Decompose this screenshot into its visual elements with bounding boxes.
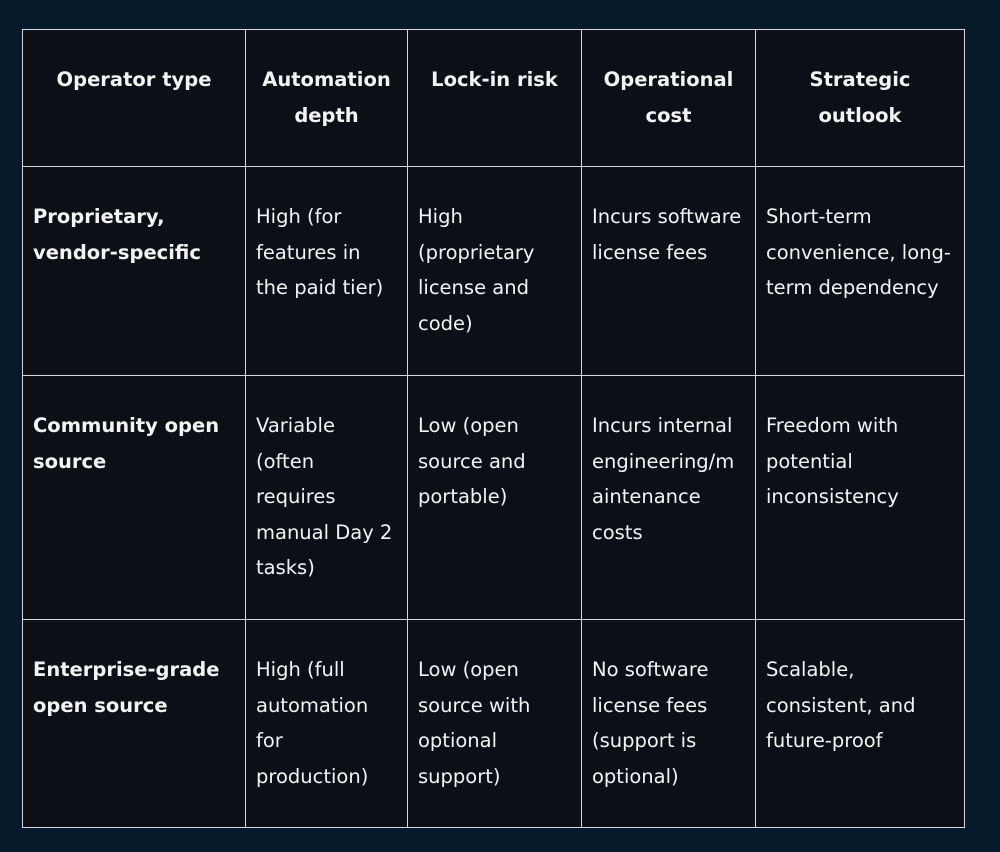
header-lock-in-risk: Lock-in risk — [408, 30, 582, 167]
row-lock-in-risk: Low (open source with optional support) — [408, 620, 582, 828]
row-strategic-outlook: Short-term convenience, long-term dependency — [756, 167, 965, 376]
row-lock-in-risk: High (proprietary license and code) — [408, 167, 582, 376]
row-automation-depth: Variable (often requires manual Day 2 tasks) — [246, 376, 408, 620]
row-operational-cost: Incurs internal engineering/maintenance costs — [582, 376, 756, 620]
row-operational-cost: No software license fees (support is optional) — [582, 620, 756, 828]
row-operator-type: Proprietary, vendor-specific — [23, 167, 246, 376]
row-operational-cost: Incurs software license fees — [582, 167, 756, 376]
row-automation-depth: High (for features in the paid tier) — [246, 167, 408, 376]
row-lock-in-risk: Low (open source and portable) — [408, 376, 582, 620]
table-row — [23, 167, 965, 376]
header-operational-cost: Operational cost — [582, 30, 756, 167]
header-strategic-outlook: Strategic outlook — [756, 30, 965, 167]
table-row — [23, 376, 965, 620]
row-strategic-outlook: Scalable, consistent, and future-proof — [756, 620, 965, 828]
table-header-row — [23, 30, 965, 167]
row-automation-depth: High (full automation for production) — [246, 620, 408, 828]
header-automation-depth: Automation depth — [246, 30, 408, 167]
operator-comparison-table — [22, 29, 965, 828]
row-operator-type: Enterprise-grade open source — [23, 620, 246, 828]
row-strategic-outlook: Freedom with potential inconsistency — [756, 376, 965, 620]
row-operator-type: Community open source — [23, 376, 246, 620]
header-operator-type: Operator type — [23, 30, 246, 167]
table-row — [23, 620, 965, 828]
